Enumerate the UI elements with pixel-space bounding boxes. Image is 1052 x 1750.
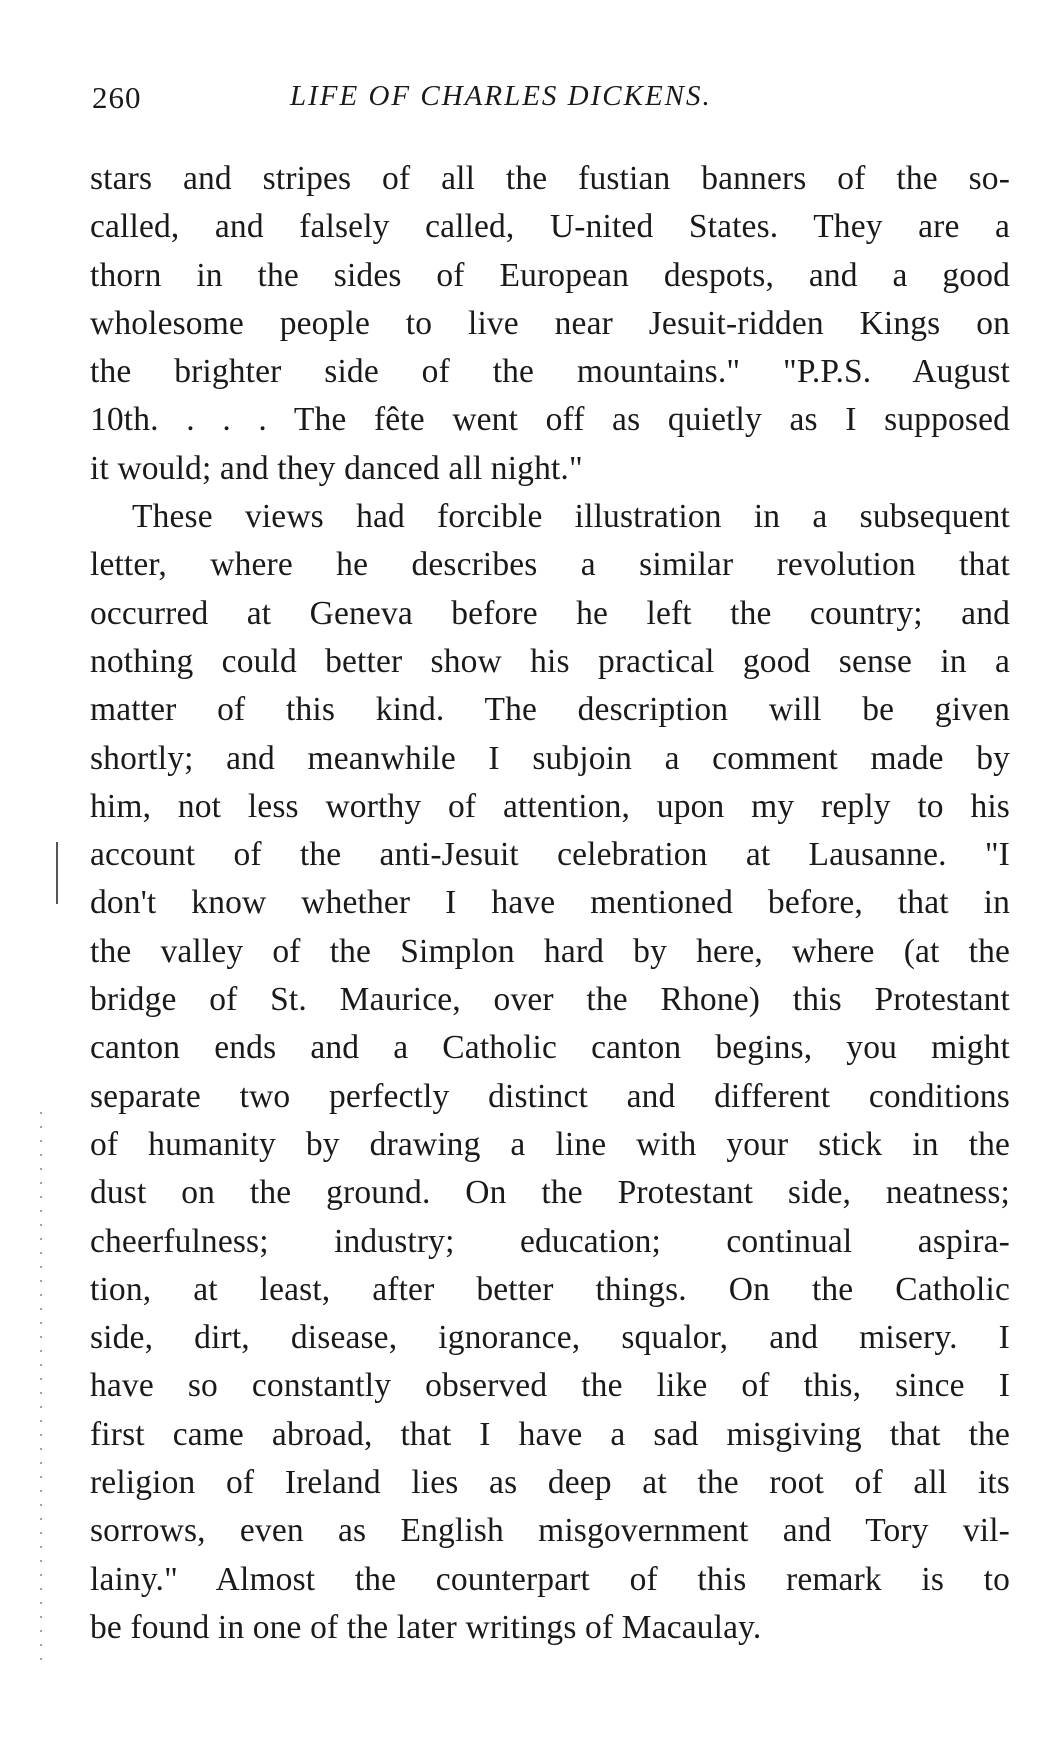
text-line: him, not less worthy of attention, upon my reply to his [90, 787, 1010, 825]
text-line: matter of this kind. The description will be given [90, 691, 1010, 729]
text-line: nothing could better show his practical good sense in a [90, 642, 1010, 680]
text-line: side, dirt, disease, ignorance, squalor, and misery. I [90, 1319, 1010, 1357]
text-line: thorn in the sides of European despots, and a good [90, 256, 1010, 294]
margin-dotted-mark [40, 1112, 42, 1672]
text-line: bridge of St. Maurice, over the Rhone) this Protestant [90, 981, 1010, 1019]
paragraph-first-line: These views had forcible illustration in a subsequent [132, 498, 1010, 536]
running-head [90, 80, 1012, 120]
text-line: dust on the ground. On the Protestant side, neatness; [90, 1174, 1010, 1212]
margin-pencil-mark [56, 842, 58, 904]
text-line: cheerfulness; industry; education; continual aspira- [90, 1222, 1010, 1260]
text-line: lainy." Almost the counterpart of this remark is to [90, 1560, 1010, 1598]
text-line: stars and stripes of all the fustian banners of the so- [90, 160, 1010, 197]
text-line: shortly; and meanwhile I subjoin a comment made by [90, 739, 1010, 777]
page-number: 260 [92, 80, 142, 115]
text-line: first came abroad, that I have a sad misgiving that the [90, 1415, 1010, 1453]
text-line: occurred at Geneva before he left the country; and [90, 594, 1010, 632]
text-line: called, and falsely called, U-nited States. They are a [90, 208, 1010, 246]
text-line: have so constantly observed the like of this, since I [90, 1367, 1010, 1405]
text-line: religion of Ireland lies as deep at the root of all its [90, 1464, 1010, 1502]
text-line: 10th. . . . The fête went off as quietly as I supposed [90, 401, 1010, 439]
body-text [90, 155, 1010, 1652]
text-line: wholesome people to live near Jesuit-ridden Kings on [90, 304, 1010, 342]
text-line: tion, at least, after better things. On the Catholic [90, 1270, 1010, 1308]
paragraph-end-line: be found in one of the later writings of Macaulay. [90, 1608, 762, 1646]
text-line: of humanity by drawing a line with your stick in the [90, 1125, 1010, 1163]
running-title: LIFE OF CHARLES DICKENS. [290, 80, 712, 112]
paragraph-end-line: it would; and they danced all night." [90, 449, 583, 487]
text-line: the brighter side of the mountains." "P.P.S. August [90, 353, 1010, 391]
text-line: canton ends and a Catholic canton begins, you might [90, 1029, 1010, 1067]
text-line: the valley of the Simplon hard by here, where (at the [90, 932, 1010, 970]
text-line: don't know whether I have mentioned before, that in [90, 884, 1010, 922]
text-line: separate two perfectly distinct and different conditions [90, 1077, 1010, 1115]
text-line: sorrows, even as English misgovernment and Tory vil- [90, 1512, 1010, 1550]
text-line: account of the anti-Jesuit celebration at Lausanne. "I [90, 836, 1010, 874]
text-line: letter, where he describes a similar revolution that [90, 546, 1010, 584]
